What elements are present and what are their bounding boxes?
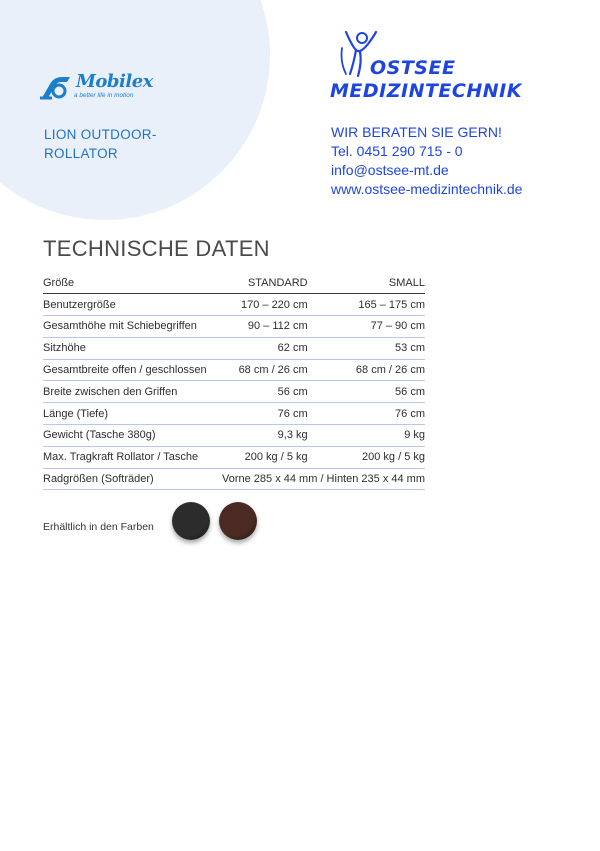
contact-block <box>331 123 522 199</box>
table-row <box>43 425 425 447</box>
row-label: Gewicht (Tasche 380g) <box>43 425 222 447</box>
mobilex-logo <box>40 72 165 104</box>
color-swatch-black[interactable] <box>172 502 210 540</box>
wheel-value: Vorne 285 x 44 mm / Hinten 235 x 44 mm <box>222 468 425 490</box>
mobilex-wordmark: Mobilex <box>76 71 153 92</box>
row-small: 56 cm <box>308 381 425 403</box>
row-small: 76 cm <box>308 403 425 425</box>
row-small: 165 – 175 cm <box>308 294 425 316</box>
row-small: 200 kg / 5 kg <box>308 446 425 468</box>
row-small: 9 kg <box>308 425 425 447</box>
table-row-wheels <box>43 468 425 490</box>
row-standard: 200 kg / 5 kg <box>222 446 308 468</box>
row-label: Gesamthöhe mit Schiebegriffen <box>43 316 222 338</box>
row-standard: 170 – 220 cm <box>222 294 308 316</box>
wheel-label: Radgrößen (Softräder) <box>43 468 222 490</box>
table-row <box>43 381 425 403</box>
row-small: 53 cm <box>308 337 425 359</box>
row-standard: 76 cm <box>222 403 308 425</box>
header-standard: STANDARD <box>222 272 308 294</box>
product-title-line1: LION OUTDOOR- <box>44 127 157 142</box>
contact-slogan: WIR BERATEN SIE GERN! <box>331 124 502 140</box>
row-standard: 62 cm <box>222 337 308 359</box>
contact-email[interactable]: info@ostsee-mt.de <box>331 162 449 178</box>
row-standard: 56 cm <box>222 381 308 403</box>
specs-table <box>43 272 425 490</box>
header-small: SMALL <box>308 272 425 294</box>
row-small: 68 cm / 26 cm <box>308 359 425 381</box>
row-label: Sitzhöhe <box>43 337 222 359</box>
section-title: TECHNISCHE DATEN <box>43 236 270 261</box>
ostsee-wordmark: OSTSEE <box>370 57 456 79</box>
ostsee-wordmark-sub: MEDIZINTECHNIK <box>330 80 522 102</box>
header-background-circle <box>0 0 270 220</box>
table-row <box>43 294 425 316</box>
color-swatch-brown[interactable] <box>219 502 257 540</box>
row-standard: 90 – 112 cm <box>222 316 308 338</box>
mobilex-tagline: a better life in motion <box>74 92 134 99</box>
header-size: Größe <box>43 272 222 294</box>
row-label: Max. Tragkraft Rollator / Tasche <box>43 446 222 468</box>
contact-phone[interactable]: Tel. 0451 290 715 - 0 <box>331 143 463 159</box>
specs-header-row <box>43 272 425 294</box>
product-title-line2: ROLLATOR <box>44 146 118 161</box>
contact-website[interactable]: www.ostsee-medizintechnik.de <box>331 181 523 197</box>
row-label: Länge (Tiefe) <box>43 403 222 425</box>
product-title <box>44 125 214 163</box>
row-standard: 68 cm / 26 cm <box>222 359 308 381</box>
table-row <box>43 403 425 425</box>
row-label: Gesamtbreite offen / geschlossen <box>43 359 222 381</box>
table-row <box>43 359 425 381</box>
mobilex-wheel-icon <box>40 74 72 100</box>
row-label: Breite zwischen den Griffen <box>43 381 222 403</box>
table-row <box>43 446 425 468</box>
table-row <box>43 337 425 359</box>
table-row <box>43 316 425 338</box>
row-small: 77 – 90 cm <box>308 316 425 338</box>
row-label: Benutzergröße <box>43 294 222 316</box>
row-standard: 9,3 kg <box>222 425 308 447</box>
colors-label: Erhältlich in den Farben <box>43 521 154 533</box>
